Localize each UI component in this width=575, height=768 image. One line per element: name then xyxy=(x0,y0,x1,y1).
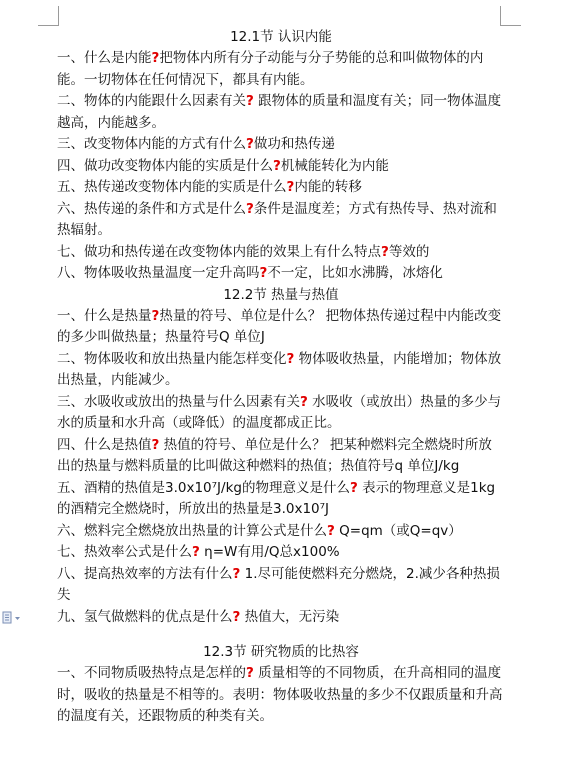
corner-mark-line xyxy=(58,6,59,26)
question-mark-icon: ? xyxy=(349,479,358,496)
question-mark-icon: ? xyxy=(246,136,254,152)
answer-text: 把物体内所有分子动能与分子势能的总和叫做物体的内能。一切物体在任何情况下，都具有内能。 xyxy=(57,50,484,88)
question-mark-icon: ? xyxy=(381,243,389,260)
question-text: 二、物体的内能跟什么因素有关 xyxy=(57,93,246,109)
answer-text: 质量相等的不同物质，在升高相同的温度时，吸收的热量是不相等的。表明：物体吸收热量的多少不仅跟质量和升高的温度有关，还跟物质的种类有关。 xyxy=(57,665,503,724)
question-mark-icon: ? xyxy=(232,608,241,625)
question-mark-icon: ? xyxy=(300,393,308,410)
qa-paragraph xyxy=(57,177,505,199)
question-text: 三、水吸收或放出的热量与什么因素有关 xyxy=(57,393,300,410)
qa-paragraph xyxy=(57,478,505,521)
question-text: 七、做功和热传递在改变物体内能的效果上有什么特点 xyxy=(57,243,381,260)
qa-paragraph xyxy=(57,91,505,134)
answer-text: Q=qm（或Q=qv） xyxy=(334,522,462,539)
qa-paragraph xyxy=(57,542,505,564)
answer-text: 条件是温度差；方式有热传导、热对流和热辐射。 xyxy=(57,200,497,238)
question-mark-icon: ? xyxy=(151,307,160,324)
question-mark-icon: ? xyxy=(192,544,200,560)
answer-text: 热值的符号、单位是什么？ 把某种燃料完全燃烧时所放出的热量与燃料质量的比叫做这种燃料的热值；热值符号q 单位J/kg xyxy=(57,436,492,474)
question-text: 九、氢气做燃料的优点是什么 xyxy=(57,608,233,625)
question-text: 八、物体吸收热量温度一定升高吗 xyxy=(57,265,260,281)
section-heading: 12.1节 认识内能 xyxy=(230,29,332,45)
question-mark-icon: ? xyxy=(232,565,241,582)
question-text: 一、不同物质吸热特点是怎样的 xyxy=(57,665,246,681)
question-text: 六、热传递的条件和方式是什么 xyxy=(57,200,246,217)
answer-text: 热值大，无污染 xyxy=(240,608,340,625)
corner-mark-line xyxy=(500,6,501,26)
question-text: 一、什么是内能 xyxy=(57,50,152,66)
answer-text: 热量的符号、单位是什么？ 把物体热传递过程中内能改变的多少叫做热量；热量符号Q 单位J xyxy=(57,307,502,345)
answer-text: 等效的 xyxy=(388,243,430,260)
question-text: 二、物体吸收和放出热量内能怎样变化 xyxy=(57,350,287,367)
answer-text: 做功和热传递 xyxy=(253,136,335,152)
answer-text: 表示的物理意义是1kg的酒精完全燃烧时，所放出的热量是3.0x10⁷J xyxy=(57,479,496,517)
corner-mark-line xyxy=(38,25,59,26)
question-mark-icon: ? xyxy=(246,665,254,681)
qa-paragraph xyxy=(57,199,505,242)
answer-text: 物体吸收热量，内能增加；物体放出热量，内能减少。 xyxy=(57,350,502,388)
question-text: 五、酒精的热值是3.0x10⁷J/kg的物理意义是什么 xyxy=(57,479,350,496)
question-mark-icon: ? xyxy=(286,350,295,367)
question-mark-icon: ? xyxy=(151,436,160,453)
question-text: 五、热传递改变物体内能的实质是什么 xyxy=(57,179,287,195)
qa-paragraph xyxy=(57,263,505,285)
question-mark-icon: ? xyxy=(259,265,268,281)
qa-paragraph xyxy=(57,607,505,629)
question-mark-icon: ? xyxy=(286,179,295,195)
blank-line xyxy=(57,628,505,642)
answer-text: η=W有用/Q总x100% xyxy=(199,544,340,560)
question-mark-icon: ? xyxy=(151,50,160,66)
question-text: 四、什么是热值 xyxy=(57,436,152,453)
question-text: 四、做功改变物体内能的实质是什么 xyxy=(57,157,273,174)
question-text: 六、燃料完全燃烧放出热量的计算公式是什么 xyxy=(57,522,327,539)
qa-paragraph xyxy=(57,663,505,728)
qa-paragraph xyxy=(57,134,505,156)
question-text: 七、热效率公式是什么 xyxy=(57,544,192,560)
question-text: 八、提高热效率的方法有什么 xyxy=(57,565,233,582)
question-text: 三、改变物体内能的方式有什么 xyxy=(57,136,246,152)
answer-text: 内能的转移 xyxy=(294,179,362,195)
qa-paragraph xyxy=(57,156,505,178)
answer-text: 跟物体的质量和温度有关；同一物体温度越高，内能越多。 xyxy=(57,93,502,131)
qa-paragraph xyxy=(57,306,505,349)
section-heading: 12.2节 热量与热值 xyxy=(223,286,339,303)
answer-text: 1.尽可能使燃料充分燃烧，2.减少各种热损失 xyxy=(57,565,500,603)
qa-paragraph xyxy=(57,349,505,392)
qa-paragraph xyxy=(57,521,505,543)
question-mark-icon: ? xyxy=(327,522,335,539)
qa-paragraph xyxy=(57,392,505,435)
qa-paragraph xyxy=(57,48,505,91)
qa-paragraph xyxy=(57,242,505,264)
qa-paragraph xyxy=(57,564,505,607)
question-mark-icon: ? xyxy=(246,93,254,109)
corner-mark-line xyxy=(500,25,521,26)
question-mark-icon: ? xyxy=(246,200,254,217)
qa-paragraph xyxy=(57,435,505,478)
page-options-icon[interactable] xyxy=(2,611,22,625)
answer-text: 机械能转化为内能 xyxy=(280,157,389,174)
section-heading: 12.3节 研究物质的比热容 xyxy=(203,644,359,660)
answer-text: 不一定，比如水沸腾，冰熔化 xyxy=(267,265,443,281)
question-mark-icon: ? xyxy=(273,157,281,174)
document-body xyxy=(57,27,505,728)
answer-text: 水吸收（或放出）热量的多少与水的质量和水升高（或降低）的温度都成正比。 xyxy=(57,393,502,431)
question-text: 一、什么是热量 xyxy=(57,307,152,324)
